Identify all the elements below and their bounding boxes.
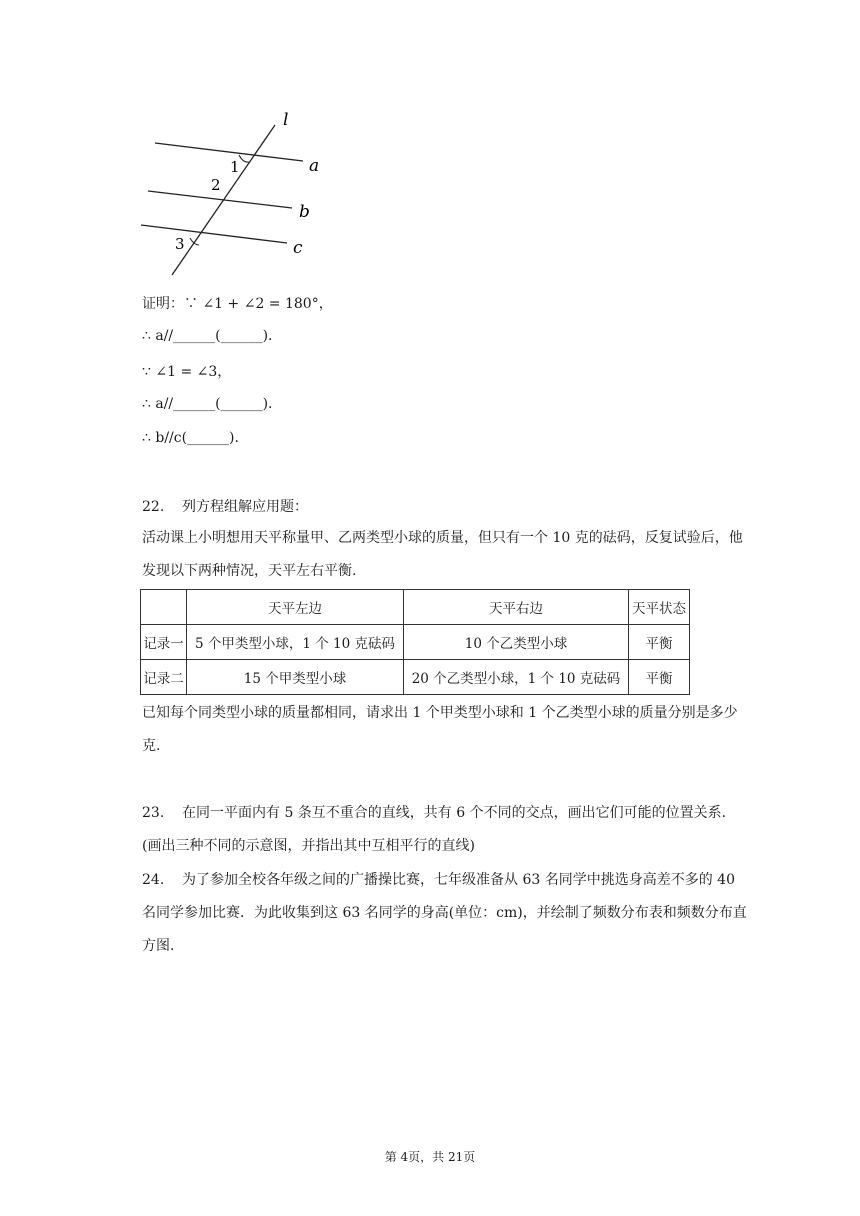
question-24-number: 24. [142, 872, 165, 888]
line-a [155, 143, 303, 161]
question-24-text: 为了参加全校各年级之间的广播操比赛，七年级准备从 63 名同学中挑选身高差不多的 40 名同学参加比赛．为此收集到这 63 名同学的身高(单位：cm)，并绘制了频数分布表和频数分布直方图. [142, 872, 747, 954]
table-cell: 10 个乙类型小球 [404, 625, 629, 660]
question-24 [142, 864, 752, 963]
table-cell: 15 个甲类型小球 [187, 660, 404, 695]
table-header-cell [141, 590, 187, 625]
label-c: c [293, 238, 303, 258]
label-angle-3: 3 [175, 235, 185, 253]
proof-line-3: ∵ ∠1 = ∠3， [142, 364, 232, 380]
proof-line-5: ∴ b//c(______). [142, 430, 239, 446]
table-row [141, 660, 690, 695]
label-l: l [283, 110, 289, 130]
table-header-cell: 天平状态 [629, 590, 690, 625]
question-22-title: 列方程组解应用题： [182, 499, 308, 515]
label-angle-2: 2 [211, 176, 221, 194]
proof-line-2: ∴ a//______(______). [142, 328, 273, 344]
label-b: b [299, 202, 310, 222]
label-angle-1: 1 [230, 158, 240, 176]
table-cell: 记录一 [141, 625, 187, 660]
page-footer: 第 4页，共 21页 [384, 1150, 476, 1164]
table-cell: 平衡 [629, 625, 690, 660]
label-a: a [309, 156, 320, 176]
table-header-cell: 天平右边 [404, 590, 629, 625]
table-row [141, 625, 690, 660]
question-22-intro: 活动课上小明想用天平称量甲、乙两类型小球的质量，但只有一个 10 克的砝码，反复试验后，他发现以下两种情况，天平左右平衡. [142, 530, 743, 579]
table-cell: 平衡 [629, 660, 690, 695]
table-cell: 5 个甲类型小球，1 个 10 克砝码 [187, 625, 404, 660]
table-cell: 记录二 [141, 660, 187, 695]
table-header-cell: 天平左边 [187, 590, 404, 625]
proof-line-4: ∴ a//______(______). [142, 396, 273, 412]
parallel-lines-figure [135, 105, 335, 280]
table-cell: 20 个乙类型小球，1 个 10 克砝码 [404, 660, 629, 695]
question-22-heading [142, 496, 308, 516]
line-c [141, 225, 287, 243]
proof-line-1: 证明：∵ ∠1 + ∠2 = 180°， [142, 296, 333, 312]
table-header-row [141, 590, 690, 625]
question-23-text: 在同一平面内有 5 条互不重合的直线，共有 6 个不同的交点，画出它们可能的位置关系．(画出三种不同的示意图，并指出其中互相平行的直线) [142, 805, 736, 854]
question-23 [142, 797, 752, 863]
angle-1-arc [239, 155, 249, 162]
question-22-question: 已知每个同类型小球的质量都相同，请求出 1 个甲类型小球和 1 个乙类型小球的质量分别是多少克. [142, 705, 738, 754]
question-22-number: 22. [142, 499, 165, 515]
question-23-number: 23. [142, 805, 165, 821]
balance-record-table [140, 589, 690, 695]
